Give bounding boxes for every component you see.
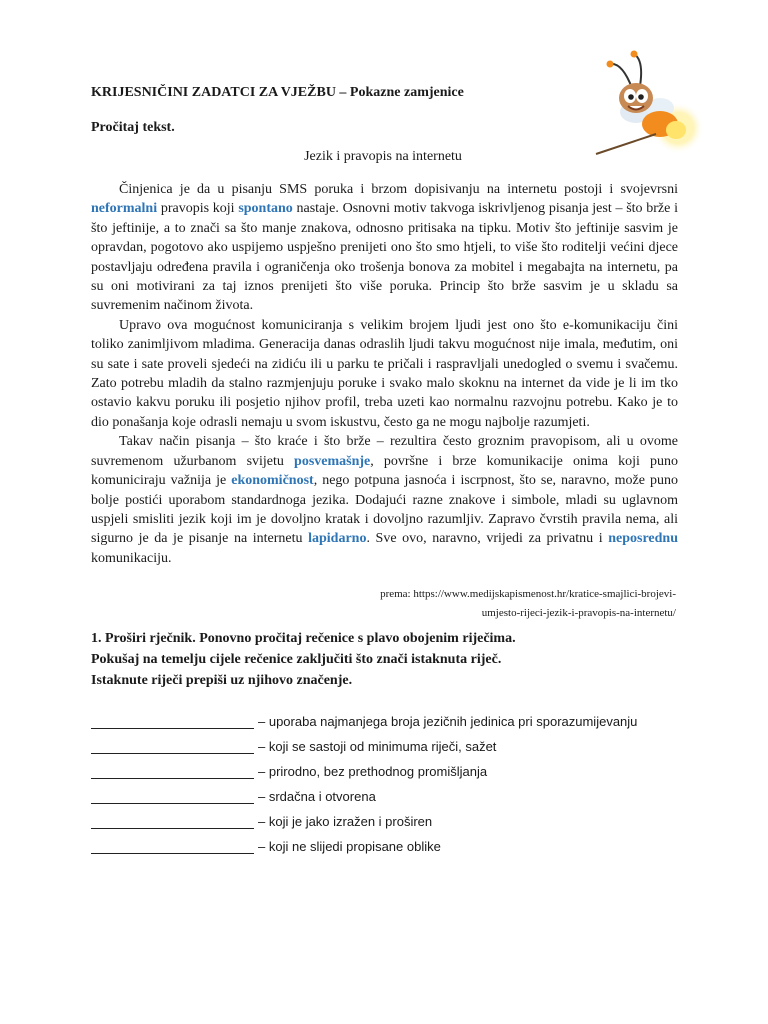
answer-blank[interactable] bbox=[91, 838, 254, 854]
text-segment: nastaje. Osnovni motiv takvoga iskrivljenog pisanja jest – što brže i što jeftinije, a to znači sa što manje znakova, odnosno pritisaka na tipku. Motiv što jeftinije sasvim je opravdan, pogotovo ako uspijemo uspješno prenijeti ono što smo htjeli, to više što roditelji većini djece postavljaju određena pravila i ograničenja oko trošenja bonova za mobitel i megabajta na internetu, pa su oni motivirani za taj iznos prenijeti što više poruka. Princip što brže sasvim je u skladu sa suvremenim načinom života. bbox=[91, 201, 678, 314]
keyword-spontano: spontano bbox=[238, 201, 293, 217]
text-segment: , površne i brze komunikacije onima koji puno komuniciraju važnija je bbox=[91, 453, 678, 489]
text-segment: . Sve ovo, naravno, vrijedi za privatnu i bbox=[366, 531, 609, 547]
article-paragraph-1 bbox=[91, 180, 678, 316]
article-body bbox=[91, 180, 678, 568]
definition-text: – prirodno, bez prethodnog promišljanja bbox=[258, 764, 488, 779]
definition-text: – koji je jako izražen i proširen bbox=[258, 814, 433, 829]
text-segment: pravopis koji bbox=[157, 201, 239, 217]
firefly-mascot-icon bbox=[586, 50, 706, 160]
source-line-2: umjesto-rijeci-jezik-i-pravopis-na-internetu/ bbox=[481, 607, 676, 619]
definition-text: – uporaba najmanjega broja jezičnih jedinica pri sporazumijevanju bbox=[258, 714, 638, 729]
answer-row bbox=[91, 704, 711, 729]
definition-text: – srdačna i otvorena bbox=[258, 789, 376, 804]
answer-blank[interactable] bbox=[91, 788, 254, 804]
keyword-posvemasnje: posvemašnje bbox=[294, 453, 371, 469]
answer-blank[interactable] bbox=[91, 763, 254, 779]
article-title: Jezik i pravopis na internetu bbox=[304, 149, 462, 164]
text-segment: komunikaciju. bbox=[91, 550, 172, 566]
answer-list bbox=[91, 704, 711, 854]
answer-blank[interactable] bbox=[91, 713, 254, 729]
answer-blank[interactable] bbox=[91, 813, 254, 829]
answer-row bbox=[91, 729, 711, 754]
answer-row bbox=[91, 804, 711, 829]
task-line-2: Pokušaj na temelju cijele rečenice zaključiti što znači istaknuta riječ. bbox=[91, 652, 502, 667]
source-citation bbox=[300, 585, 676, 623]
answer-row bbox=[91, 754, 711, 779]
task-line-3: Istaknute riječi prepiši uz njihovo značenje. bbox=[91, 673, 353, 688]
article-paragraph-3 bbox=[91, 432, 678, 568]
answer-row bbox=[91, 829, 711, 854]
task-line-1: 1. Proširi rječnik. Ponovno pročitaj rečenice s plavo obojenim riječima. bbox=[91, 631, 516, 646]
answer-blank[interactable] bbox=[91, 738, 254, 754]
answer-row bbox=[91, 779, 711, 804]
definition-text: – koji ne slijedi propisane oblike bbox=[258, 839, 441, 854]
text-segment: , nego potpuna jasnoća i iscrpnost, što se, naravno, može puno bolje postići uporabom standardnoga jezika. Dodajući razne znakove i simbole, mladi su uglavnom uspjeli smisliti jezik koji im je dovoljno kratak i dovoljno razumljiv. Zapravo čvrstih pravila nema, ali sigurno je da je pisanje na internetu bbox=[91, 473, 678, 547]
definition-text: – koji se sastoji od minimuma riječi, sažet bbox=[258, 739, 497, 754]
keyword-neposrednu: neposrednu bbox=[608, 531, 678, 547]
source-line-1: prema: https://www.medijskapismenost.hr/kratice-smajlici-brojevi- bbox=[380, 588, 676, 600]
keyword-ekonomicnost: ekonomičnost bbox=[231, 473, 314, 489]
worksheet-title: KRIJESNIČINI ZADATCI ZA VJEŽBU – Pokazne zamjenice bbox=[91, 85, 464, 100]
text-segment: Takav način pisanja – što kraće i što brže – rezultira često groznim pravopisom, ali u ovome suvremenom užurbanom svijetu bbox=[91, 434, 678, 469]
task-instructions bbox=[91, 628, 691, 691]
text-segment: Činjenica je da u pisanju SMS poruka i brzom dopisivanju na internetu postoji i svojevrsni bbox=[119, 182, 678, 197]
article-paragraph-2: Upravo ova mogućnost komuniciranja s velikim brojem ljudi jest ono što e-komunikaciju čini toliko zanimljivom mladima. Generacija danas odraslih ljudi takvu mogućnost nije imala, međutim, oni su sate i sate proveli sjedeći na zidiću ili u parku te pričali i raspravljali unedogled o svemu i svačemu. Zato potrebu mladih da stalno razmjenjuju poruke i svako malo skoknu na internet da vide je li im tko ostavio kakvu poruku ili posjetio njihov profil, treba uzeti kao normalnu razvojnu potrebu. Kako je to dio ponašanja koje odrasli nemaju u svom iskustvu, često ga ne mogu najbolje razumjeti. bbox=[91, 317, 678, 430]
instruction: Pročitaj tekst. bbox=[91, 120, 175, 135]
keyword-lapidarno: lapidarno bbox=[308, 531, 367, 547]
keyword-neformalni: neformalni bbox=[91, 201, 158, 217]
